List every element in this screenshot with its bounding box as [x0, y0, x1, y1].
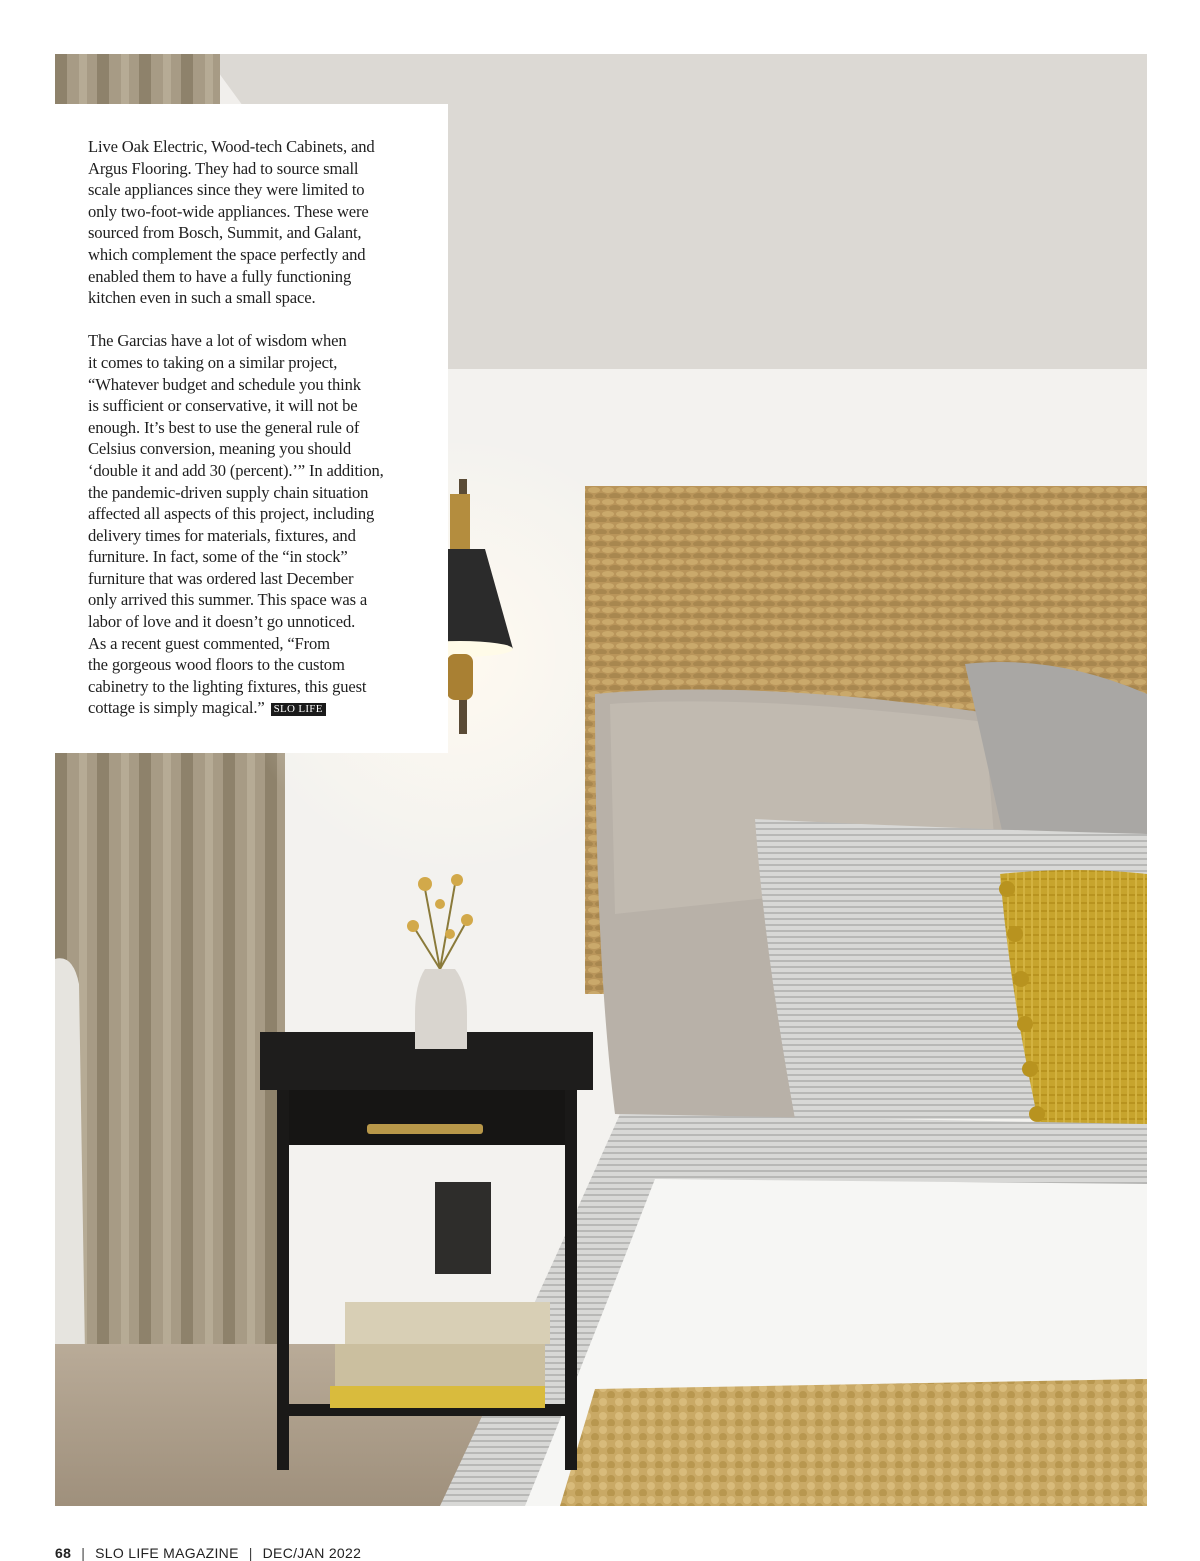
text-line: The Garcias have a lot of wisdom when — [88, 331, 347, 351]
page-footer — [55, 1545, 361, 1561]
text-line: only two-foot-wide appliances. These were — [88, 201, 369, 221]
page-number: 68 — [55, 1545, 72, 1561]
issue-date: DEC/JAN 2022 — [262, 1545, 362, 1561]
paragraph-2 — [88, 330, 428, 719]
text-line: ‘double it and add 30 (percent).’” In addition, — [88, 460, 384, 480]
text-line: only arrived this summer. This space was a — [88, 590, 368, 610]
text-line: Argus Flooring. They had to source small — [88, 158, 359, 178]
text-line: which complement the space perfectly and — [88, 244, 366, 264]
text-line: cabinetry to the lighting fixtures, this guest — [88, 676, 367, 696]
text-line: furniture. In fact, some of the “in stock” — [88, 547, 348, 567]
text-line: sourced from Bosch, Summit, and Galant, — [88, 223, 362, 243]
text-line: Celsius conversion, meaning you should — [88, 439, 352, 459]
closing-quote-text: cottage is simply magical.” — [88, 698, 265, 718]
text-line: enabled them to have a fully functioning — [88, 266, 352, 286]
magazine-name: SLO LIFE MAGAZINE — [95, 1545, 239, 1561]
end-mark-badge: SLO LIFE — [271, 703, 326, 716]
text-line: labor of love and it doesn’t go unnoticed. — [88, 612, 356, 632]
footer-separator: | — [81, 1545, 86, 1561]
text-line: kitchen even in such a small space. — [88, 288, 316, 308]
text-line: it comes to taking on a similar project, — [88, 352, 338, 372]
article-text-box — [55, 104, 448, 753]
text-line: is sufficient or conservative, it will not be — [88, 396, 358, 416]
footer-separator: | — [248, 1545, 253, 1561]
text-line: enough. It’s best to use the general rule of — [88, 417, 360, 437]
text-line: furniture that was ordered last December — [88, 568, 354, 588]
text-line: “Whatever budget and schedule you think — [88, 374, 361, 394]
paragraph-1 — [88, 136, 428, 309]
text-line: Live Oak Electric, Wood-tech Cabinets, and — [88, 137, 375, 156]
text-line: scale appliances since they were limited to — [88, 180, 365, 200]
text-line: the gorgeous wood floors to the custom — [88, 655, 345, 675]
text-line: affected all aspects of this project, including — [88, 504, 375, 524]
text-line: delivery times for materials, fixtures, and — [88, 525, 356, 545]
text-line: As a recent guest commented, “From — [88, 633, 330, 653]
text-line: the pandemic-driven supply chain situation — [88, 482, 369, 502]
last-text-line — [88, 697, 428, 719]
